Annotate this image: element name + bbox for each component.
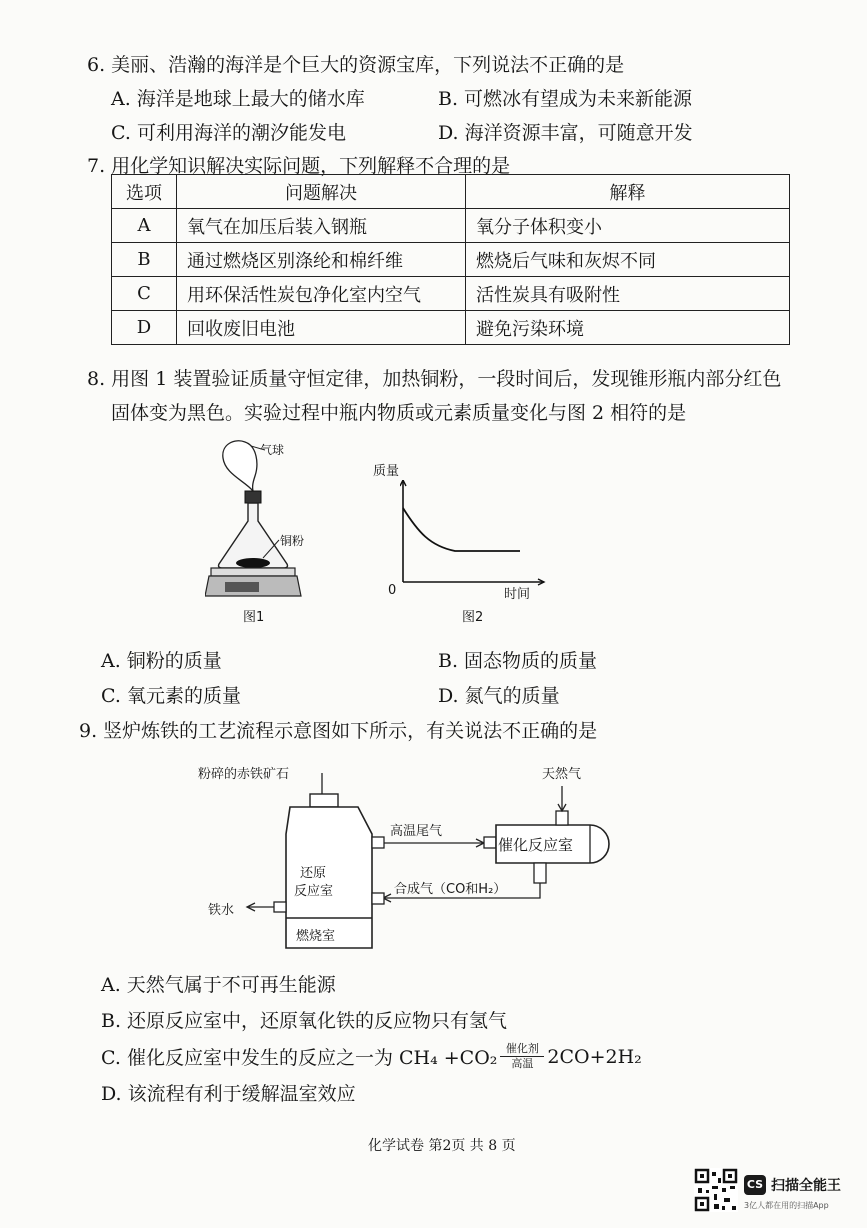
q7-stem: 7. 用化学知识解决实际问题，下列解释不合理的是 bbox=[87, 155, 511, 177]
table-cell: 用环保活性炭包净化室内空气 bbox=[177, 277, 466, 311]
powder-label: 铜粉 bbox=[280, 534, 305, 548]
syngas-label: 合成气（CO和H₂） bbox=[394, 882, 507, 897]
temperature-label: 高温 bbox=[511, 1057, 534, 1070]
table-cell: 避免污染环境 bbox=[466, 311, 790, 345]
balance-pan bbox=[211, 568, 295, 576]
table-cell: 通过燃烧区别涤纶和棉纤维 bbox=[177, 243, 466, 277]
q9-option-b: B. 还原反应室中，还原氧化铁的反应物只有氢气 bbox=[101, 1010, 508, 1032]
gas-port bbox=[556, 811, 568, 825]
y-axis-label: 质量 bbox=[373, 464, 400, 479]
reaction-condition bbox=[500, 1043, 544, 1070]
stopper-icon bbox=[245, 491, 261, 503]
reduction-room-label-1: 还原 bbox=[300, 866, 327, 881]
syngas-inlet-port bbox=[372, 893, 384, 904]
table-header-row bbox=[112, 175, 790, 209]
table-cell: C bbox=[112, 277, 177, 311]
figure2-caption: 图2 bbox=[462, 610, 484, 625]
figure1-caption: 图1 bbox=[243, 610, 265, 625]
table-header: 解释 bbox=[466, 175, 790, 209]
table-cell: D bbox=[112, 311, 177, 345]
catalytic-room-label: 催化反应室 bbox=[498, 836, 574, 854]
q8-option-b: B. 固态物质的质量 bbox=[438, 650, 598, 672]
iron-label: 铁水 bbox=[208, 903, 235, 918]
table-row bbox=[112, 311, 790, 345]
table-header: 问题解决 bbox=[177, 175, 466, 209]
natural-gas-label: 天然气 bbox=[542, 767, 582, 782]
q9-option-c bbox=[101, 1043, 642, 1070]
q8-option-c: C. 氧元素的质量 bbox=[101, 685, 241, 707]
catalytic-inlet-port bbox=[484, 837, 496, 848]
page-footer: 化学试卷 第2页 共 8 页 bbox=[368, 1138, 516, 1154]
q7-answer-table bbox=[111, 174, 790, 345]
process-diagram bbox=[200, 758, 620, 958]
q9-option-a: A. 天然气属于不可再生能源 bbox=[101, 974, 336, 996]
qr-code-icon bbox=[694, 1168, 738, 1212]
q8-option-d: D. 氮气的质量 bbox=[438, 685, 560, 707]
syngas-port bbox=[534, 863, 546, 883]
q6-option-c: C. 可利用海洋的潮汐能发电 bbox=[111, 122, 346, 144]
mass-curve bbox=[403, 508, 520, 551]
camscanner-subtitle: 3亿人都在用的扫描App bbox=[744, 1201, 829, 1210]
catalyst-label: 催化剂 bbox=[505, 1042, 539, 1055]
q6-option-b: B. 可燃冰有望成为未来新能源 bbox=[438, 88, 693, 110]
table-row bbox=[112, 209, 790, 243]
iron-port bbox=[274, 902, 286, 912]
q8-stem-line1: 8. 用图 1 装置验证质量守恒定律，加热铜粉，一段时间后，发现锥形瓶内部分红色 bbox=[87, 368, 782, 390]
exhaust-port bbox=[372, 837, 384, 848]
table-cell: 回收废旧电池 bbox=[177, 311, 466, 345]
table-cell: 活性炭具有吸附性 bbox=[466, 277, 790, 311]
balance-display bbox=[225, 582, 259, 592]
q6-option-d: D. 海洋资源丰富，可随意开发 bbox=[438, 122, 693, 144]
q8-stem-line2: 固体变为黑色。实验过程中瓶内物质或元素质量变化与图 2 相符的是 bbox=[111, 402, 687, 424]
table-row bbox=[112, 277, 790, 311]
q8-option-a: A. 铜粉的质量 bbox=[101, 650, 222, 672]
figure2-graph bbox=[400, 480, 550, 590]
table-cell: 氧气在加压后装入钢瓶 bbox=[177, 209, 466, 243]
table-header: 选项 bbox=[112, 175, 177, 209]
exhaust-label: 高温尾气 bbox=[390, 824, 443, 839]
combustion-room-label: 燃烧室 bbox=[296, 929, 336, 944]
ore-label: 粉碎的赤铁矿石 bbox=[198, 767, 290, 782]
camscanner-logo: CS bbox=[744, 1175, 766, 1195]
copper-powder bbox=[236, 558, 270, 568]
q6-stem: 6. 美丽、浩瀚的海洋是个巨大的资源宝库，下列说法不正确的是 bbox=[87, 54, 625, 76]
q9-stem: 9. 竖炉炼铁的工艺流程示意图如下所示，有关说法不正确的是 bbox=[79, 720, 598, 742]
q9-option-c-suffix: 2CO+2H₂ bbox=[547, 1045, 642, 1068]
q9-option-c-prefix: C. 催化反应室中发生的反应之一为 CH₄ +CO₂ bbox=[101, 1047, 498, 1069]
furnace-inlet bbox=[310, 794, 338, 807]
camscanner-title: 扫描全能王 bbox=[771, 1178, 841, 1194]
x-axis-label: 时间 bbox=[504, 587, 531, 602]
balloon-icon bbox=[223, 441, 257, 491]
table-cell: 氧分子体积变小 bbox=[466, 209, 790, 243]
origin-label: 0 bbox=[388, 583, 397, 598]
table-row bbox=[112, 243, 790, 277]
table-cell: 燃烧后气味和灰烬不同 bbox=[466, 243, 790, 277]
table-cell: B bbox=[112, 243, 177, 277]
reduction-room-label-2: 反应室 bbox=[294, 884, 334, 899]
q9-option-d: D. 该流程有利于缓解温室效应 bbox=[101, 1083, 356, 1105]
figure1-apparatus bbox=[205, 436, 315, 616]
table-cell: A bbox=[112, 209, 177, 243]
balloon-label: 气球 bbox=[260, 443, 285, 457]
q6-option-a: A. 海洋是地球上最大的储水库 bbox=[111, 88, 365, 110]
